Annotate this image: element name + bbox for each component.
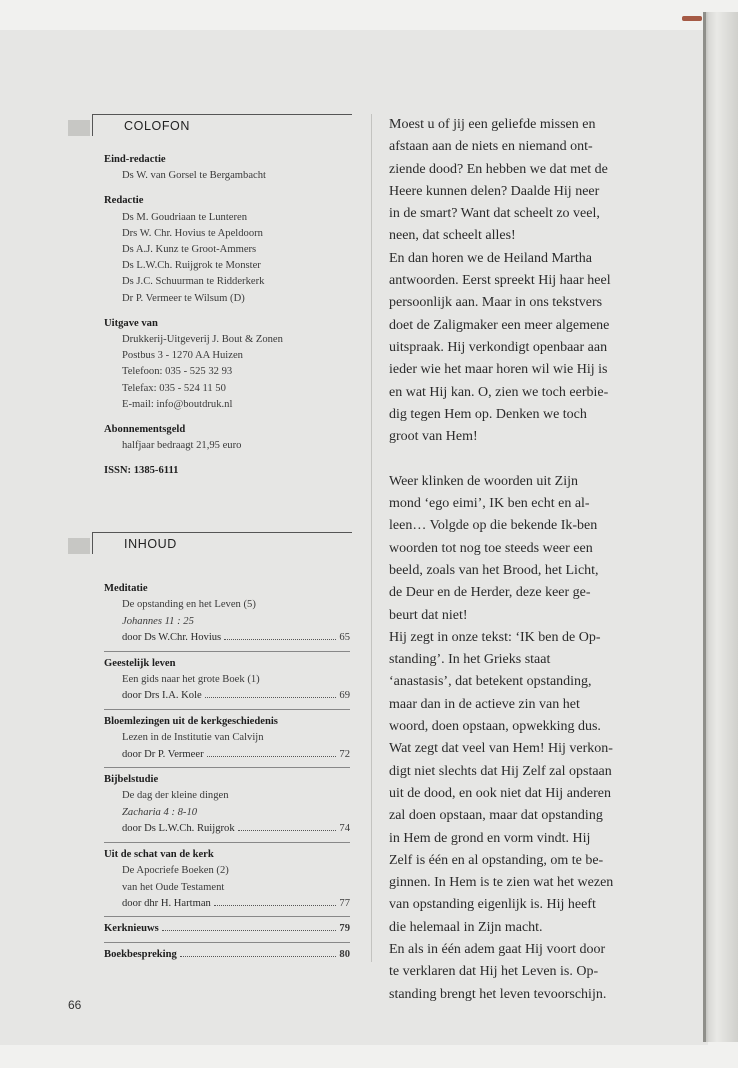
toc-entry-text: door Dr P. Vermeer [122, 748, 204, 760]
heading-rule-horizontal [92, 532, 352, 533]
toc-page-number: 79 [339, 923, 350, 935]
article-body [389, 114, 699, 1006]
group-gap [104, 307, 350, 316]
body-line: neen, dat scheelt alles! [389, 228, 516, 244]
colofon-label: Uitgave van [104, 317, 158, 329]
toc-separator [104, 709, 350, 710]
body-line: Moest u of jij een geliefde missen en [389, 117, 596, 132]
body-line: dig tegen Hem op. Denken we toch [389, 406, 587, 422]
dot-leader [238, 830, 337, 831]
inhoud-heading: INHOUD [124, 537, 177, 551]
toc-separator [104, 651, 350, 652]
body-line: persoonlijk aan. Maar in ons tekstvers [389, 295, 603, 311]
colofon-line: Ds L.W.Ch. Ruijgrok te Monster [122, 260, 261, 272]
table-of-contents [104, 581, 350, 963]
toc-title: De opstanding en het Leven (5) [122, 599, 256, 611]
body-line: ‘anastasis’, dat betekent opstanding, [389, 674, 592, 690]
heading-marker [68, 120, 90, 136]
body-line: ieder wie het maar horen wil wie Hij is [389, 362, 608, 378]
body-line: Heere kunnen delen? Daalde Hij neer [389, 183, 600, 199]
body-line: ziende dood? En hebben we dat met de [389, 161, 608, 177]
colofon-line: Ds A.J. Kunz te Groot-Ammers [122, 244, 257, 256]
body-line: Hij zegt in onze tekst: ‘IK ben de Op- [389, 629, 601, 645]
heading-rule-vertical [92, 532, 93, 554]
toc-title: De Apocriefe Boeken (2) [122, 865, 229, 877]
toc-category: Bijbelstudie [104, 774, 159, 786]
toc-entry [104, 688, 350, 704]
colofon-line: halfjaar bedraagt 21,95 euro [122, 440, 242, 452]
body-line: En als in één adem gaat Hij voort door [389, 941, 606, 957]
toc-entry [104, 896, 350, 912]
toc-entry [104, 947, 350, 963]
toc-title: van het Oude Testament [122, 881, 225, 893]
colofon-label: Redactie [104, 195, 144, 207]
toc-title: Een gids naar het grote Boek (1) [122, 674, 260, 686]
body-line: digt niet slechts dat Hij Zelf zal opstaan [389, 763, 612, 779]
group-gap [104, 413, 350, 422]
body-line: de Deur en de Herder, deze keer ge- [389, 585, 591, 601]
toc-entry-text: Kerknieuws [104, 923, 159, 935]
body-line: in Hem de grond en vorm vindt. Hij [389, 830, 591, 846]
heading-rule-vertical [92, 114, 93, 136]
paragraph-gap [389, 448, 699, 470]
colofon-heading-block [68, 114, 352, 136]
next-page-edge [705, 12, 738, 1042]
toc-entry-text: door Ds W.Chr. Hovius [122, 632, 222, 644]
body-line: doet de Zaligmaker een meer algemene [389, 317, 610, 333]
toc-scripture: Johannes 11 : 25 [122, 615, 194, 627]
dot-leader [180, 956, 337, 957]
page-number: 66 [68, 998, 82, 1012]
group-gap [104, 184, 350, 193]
toc-entry-text: door dhr H. Hartman [122, 897, 211, 909]
colofon-line: E-mail: info@boutdruk.nl [122, 398, 233, 410]
toc-page-number: 69 [339, 690, 350, 702]
body-line: standing brengt het leven tevoorschijn. [389, 986, 607, 1002]
heading-rule-horizontal [92, 114, 352, 115]
toc-separator [104, 916, 350, 917]
toc-category: Bloemlezingen uit de kerkgeschiedenis [104, 715, 278, 727]
colofon-heading: COLOFON [124, 119, 191, 133]
toc-separator [104, 767, 350, 768]
body-line: maar dan in de actieve zin van het [389, 696, 580, 712]
colofon-line: Dr P. Vermeer te Wilsum (D) [122, 292, 245, 304]
toc-entry-text: door Ds L.W.Ch. Ruijgrok [122, 823, 235, 835]
corner-mark [682, 16, 702, 21]
body-line: antwoorden. Eerst spreekt Hij haar heel [389, 273, 611, 289]
colofon-line: Telefoon: 035 - 525 32 93 [122, 366, 233, 378]
dot-leader [214, 905, 337, 906]
toc-page-number: 74 [339, 823, 350, 835]
toc-page-number: 80 [339, 948, 350, 960]
toc-page-number: 65 [339, 632, 350, 644]
body-line: groot van Hem! [389, 429, 478, 445]
colofon-list [104, 152, 350, 480]
body-line: woord, doen opstaan, opwekking dus. [389, 719, 601, 735]
body-line: te verklaren dat Hij het Leven is. Op- [389, 964, 599, 980]
body-line: Zelf is één en al opstanding, om te be- [389, 852, 604, 868]
colofon-label: Eind-redactie [104, 154, 166, 165]
dot-leader [207, 756, 337, 757]
dot-leader [162, 930, 337, 931]
colofon-label: ISSN: 1385-6111 [104, 465, 179, 477]
body-line: afstaan aan de niets en niemand ont- [389, 139, 593, 155]
colofon-label: Abonnementsgeld [104, 424, 186, 436]
body-line: leen… Volgde op die bekende Ik-ben [389, 518, 598, 534]
body-line: zal doen opstaan, maar dat opstanding [389, 808, 603, 824]
toc-entry [104, 821, 350, 837]
toc-page-number: 72 [339, 748, 350, 760]
body-line: standing’. In het Grieks staat [389, 652, 551, 668]
body-line: ginnen. In Hem is te zien wat het wezen [389, 875, 614, 891]
toc-category: Meditatie [104, 583, 148, 594]
body-line: Weer klinken de woorden uit Zijn [389, 473, 578, 489]
body-line: en wat Hij kan. O, zien we toch eerbie- [389, 384, 609, 400]
dot-leader [205, 697, 337, 698]
toc-entry [104, 921, 350, 937]
body-line: van opstanding eigenlijk is. Hij heeft [389, 897, 596, 913]
toc-title: Lezen in de Institutie van Calvijn [122, 732, 264, 744]
body-line: woorden tot nog toe steeds weer een [389, 540, 593, 556]
colofon-line: Drs W. Chr. Hovius te Apeldoorn [122, 227, 263, 239]
body-line: beeld, zoals van het Brood, het Licht, [389, 562, 599, 578]
colofon-line: Telefax: 035 - 524 11 50 [122, 382, 226, 394]
colofon-line: Postbus 3 - 1270 AA Huizen [122, 350, 243, 362]
body-line: uit de dood, en ook niet dat Hij anderen [389, 785, 611, 801]
body-line: uitspraak. Hij verkondigt openbaar aan [389, 339, 608, 355]
toc-category: Uit de schat van de kerk [104, 848, 214, 860]
body-line: in de smart? Want dat scheelt zo veel, [389, 206, 600, 222]
colofon-line: Drukkerij-Uitgeverij J. Bout & Zonen [122, 334, 283, 346]
dot-leader [224, 639, 336, 640]
colofon-line: Ds J.C. Schuurman te Ridderkerk [122, 276, 265, 288]
toc-title: De dag der kleine dingen [122, 790, 229, 802]
body-line: Wat zegt dat veel van Hem! Hij verkon- [389, 741, 613, 757]
toc-separator [104, 842, 350, 843]
body-line: En dan horen we de Heiland Martha [389, 250, 592, 266]
spine-shadow [703, 12, 706, 1042]
toc-entry [104, 747, 350, 763]
body-line: beurt dat niet! [389, 607, 468, 623]
toc-separator [104, 942, 350, 943]
colofon-line: Ds W. van Gorsel te Bergambacht [122, 170, 266, 182]
colofon-line: Ds M. Goudriaan te Lunteren [122, 211, 248, 223]
heading-marker [68, 538, 90, 554]
group-gap [104, 454, 350, 463]
toc-scripture: Zacharia 4 : 8-10 [122, 806, 198, 818]
toc-category: Geestelijk leven [104, 657, 176, 669]
inhoud-heading-block [68, 532, 352, 554]
toc-page-number: 77 [339, 897, 350, 909]
body-line: mond ‘ego eimi’, IK ben echt en al- [389, 496, 590, 512]
body-line: die helemaal in Zijn macht. [389, 919, 543, 935]
toc-entry-text: door Drs I.A. Kole [122, 690, 202, 702]
toc-entry [104, 630, 350, 646]
column-divider [371, 114, 372, 962]
toc-entry-text: Boekbespreking [104, 948, 177, 960]
